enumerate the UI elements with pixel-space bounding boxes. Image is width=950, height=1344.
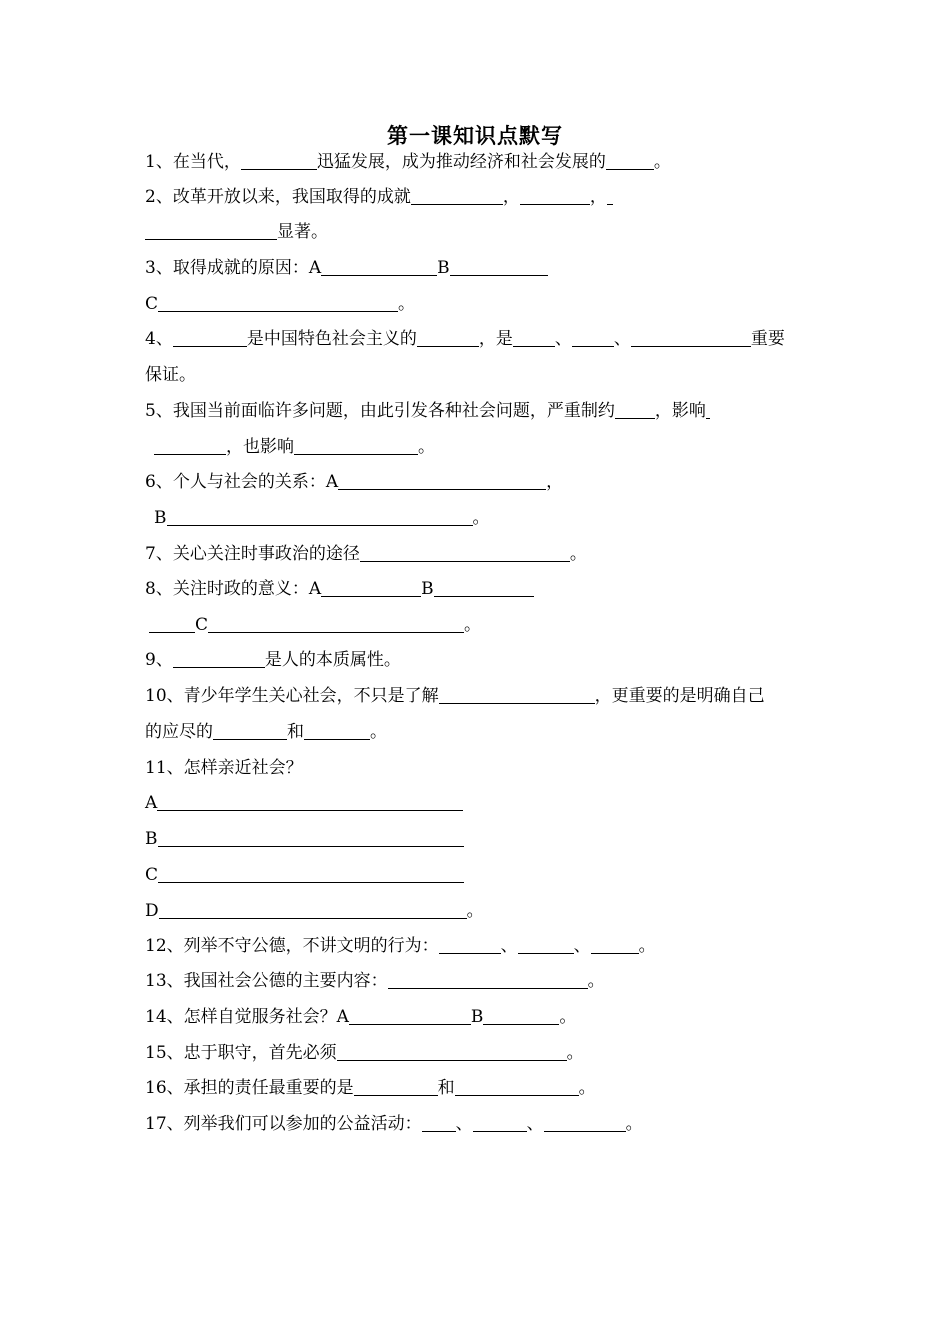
answer-blank[interactable] [455,1078,579,1096]
question-text: 9、 [145,650,173,670]
question-9 [145,649,401,671]
answer-blank[interactable] [544,1114,626,1132]
question-text: 8、关注时政的意义：A [145,579,322,599]
answer-blank[interactable] [513,329,555,347]
answer-blank[interactable] [572,329,614,347]
question-2 [145,186,613,208]
question-text: 是中国特色社会主义的 [246,329,417,349]
page-title: 第一课知识点默写 [387,124,563,148]
answer-blank[interactable] [321,258,437,276]
question-text: 6、个人与社会的关系：A [145,472,339,492]
question-text: 。 [625,1114,643,1134]
answer-blank[interactable] [422,1114,456,1132]
question-5 [145,400,710,422]
answer-blank[interactable] [173,329,247,347]
question-text: 4、 [145,329,173,349]
question-text: B [421,579,434,599]
question-text: 迅猛发展，成为推动经济和社会发展的 [316,152,606,172]
answer-blank[interactable] [149,615,195,633]
question-11-a [145,792,463,814]
question-text: 和 [287,722,304,742]
question-text: ， [546,472,564,492]
answer-blank[interactable] [158,865,464,883]
question-text: 。 [472,508,490,528]
question-text: ，影响 [654,401,706,421]
answer-blank[interactable] [483,1007,559,1025]
question-text: 显著。 [277,222,328,242]
question-15 [145,1042,584,1064]
question-text: 、 [526,1114,544,1134]
question-text: 重要 [750,329,785,349]
answer-blank[interactable] [321,579,421,597]
question-text: 、 [500,936,518,956]
question-text: 、 [554,329,572,349]
question-text: 10、青少年学生关心社会，不只是了解 [145,686,439,706]
answer-blank[interactable] [167,508,473,526]
answer-blank[interactable] [158,829,464,847]
answer-blank[interactable] [173,650,265,668]
question-text: 7、关心关注时事政治的途径 [145,544,360,564]
question-text: D [145,901,159,921]
question-13 [145,970,605,992]
question-text: ，是 [478,329,513,349]
question-16 [145,1077,596,1099]
question-text: 2、改革开放以来，我国取得的成就 [145,187,411,207]
answer-blank[interactable] [631,329,751,347]
question-text: 。 [559,1007,577,1027]
answer-blank[interactable] [208,615,464,633]
answer-blank[interactable] [145,222,277,240]
question-12 [145,935,656,957]
question-text: 、 [455,1114,473,1134]
question-11-c [145,864,464,886]
question-8-continued [145,614,481,636]
question-text: 保证。 [145,365,196,385]
answer-blank[interactable] [159,901,467,919]
question-6 [145,471,563,493]
answer-blank[interactable] [706,401,710,419]
question-text: B [437,258,450,278]
answer-blank[interactable] [354,1078,438,1096]
answer-blank[interactable] [518,936,574,954]
question-8 [145,578,534,600]
question-6-continued [145,507,490,529]
answer-blank[interactable] [439,936,501,954]
question-7 [145,543,587,565]
question-11 [145,757,303,779]
answer-blank[interactable] [360,544,570,562]
question-text: 。 [466,901,484,921]
question-text: 14、怎样自觉服务社会？A [145,1007,349,1027]
question-text: 。 [653,152,671,172]
question-10-continued [145,721,387,743]
answer-blank[interactable] [388,971,588,989]
answer-blank[interactable] [434,579,534,597]
answer-blank[interactable] [213,722,287,740]
question-text: 和 [437,1078,455,1098]
answer-blank[interactable] [615,401,655,419]
question-17 [145,1113,643,1135]
answer-blank[interactable] [338,472,546,490]
question-text: 5、我国当前面临许多问题，由此引发各种社会问题，严重制约 [145,401,615,421]
question-text: 。 [569,544,587,564]
question-3 [145,257,548,279]
question-text: 15、忠于职守，首先必须 [145,1043,337,1063]
question-text: 11、怎样亲近社会？ [145,758,303,778]
question-text: 3、取得成就的原因：A [145,258,322,278]
question-11-b [145,828,464,850]
question-5-continued [145,436,435,458]
answer-blank[interactable] [411,187,503,205]
question-14 [145,1006,576,1028]
question-text: 13、我国社会公德的主要内容： [145,971,388,991]
question-text: 1、在当代， [145,152,241,172]
question-text: 12、列举不守公德，不讲文明的行为： [145,936,439,956]
question-text: B [154,508,167,528]
question-text: C [145,865,159,885]
answer-blank[interactable] [450,258,548,276]
answer-blank[interactable] [337,1043,567,1061]
answer-blank[interactable] [294,437,418,455]
answer-blank[interactable] [473,1114,527,1132]
question-text: 。 [566,1043,584,1063]
answer-blank[interactable] [158,294,398,312]
answer-blank[interactable] [349,1007,471,1025]
question-text: 是人的本质属性。 [264,650,401,670]
question-text: 。 [398,294,416,314]
answer-blank[interactable] [154,437,226,455]
question-text: 。 [638,936,656,956]
answer-blank[interactable] [417,329,479,347]
question-text: C [145,294,159,314]
question-text: B [470,1007,484,1027]
answer-blank[interactable] [607,187,613,205]
answer-blank[interactable] [304,722,370,740]
question-text: 17、列举我们可以参加的公益活动： [145,1114,422,1134]
question-text: 的应尽的 [145,722,213,742]
question-text: A [145,793,158,813]
answer-blank[interactable] [439,686,595,704]
question-text: 16、承担的责任最重要的是 [145,1078,354,1098]
question-text: 。 [578,1078,596,1098]
question-text: ， [502,187,520,207]
question-4-continued [145,364,196,386]
answer-blank[interactable] [591,936,639,954]
answer-blank[interactable] [606,152,654,170]
question-4 [145,328,785,350]
question-11-d [145,900,484,922]
question-text: 。 [418,437,435,457]
question-3-continued [145,293,415,315]
answer-blank[interactable] [157,793,463,811]
question-text: ，也影响 [226,437,294,457]
question-text: ，更重要的是明确自己 [594,686,765,706]
question-text: 。 [370,722,387,742]
answer-blank[interactable] [241,152,317,170]
question-1 [145,151,671,173]
question-2-continued [145,221,328,243]
question-text: ， [589,187,607,207]
question-text: B [145,829,158,849]
question-10 [145,685,765,707]
question-text: 、 [613,329,631,349]
question-text: 。 [587,971,605,991]
question-text: 、 [573,936,591,956]
question-text: C [195,615,209,635]
question-text: 。 [464,615,482,635]
answer-blank[interactable] [520,187,590,205]
